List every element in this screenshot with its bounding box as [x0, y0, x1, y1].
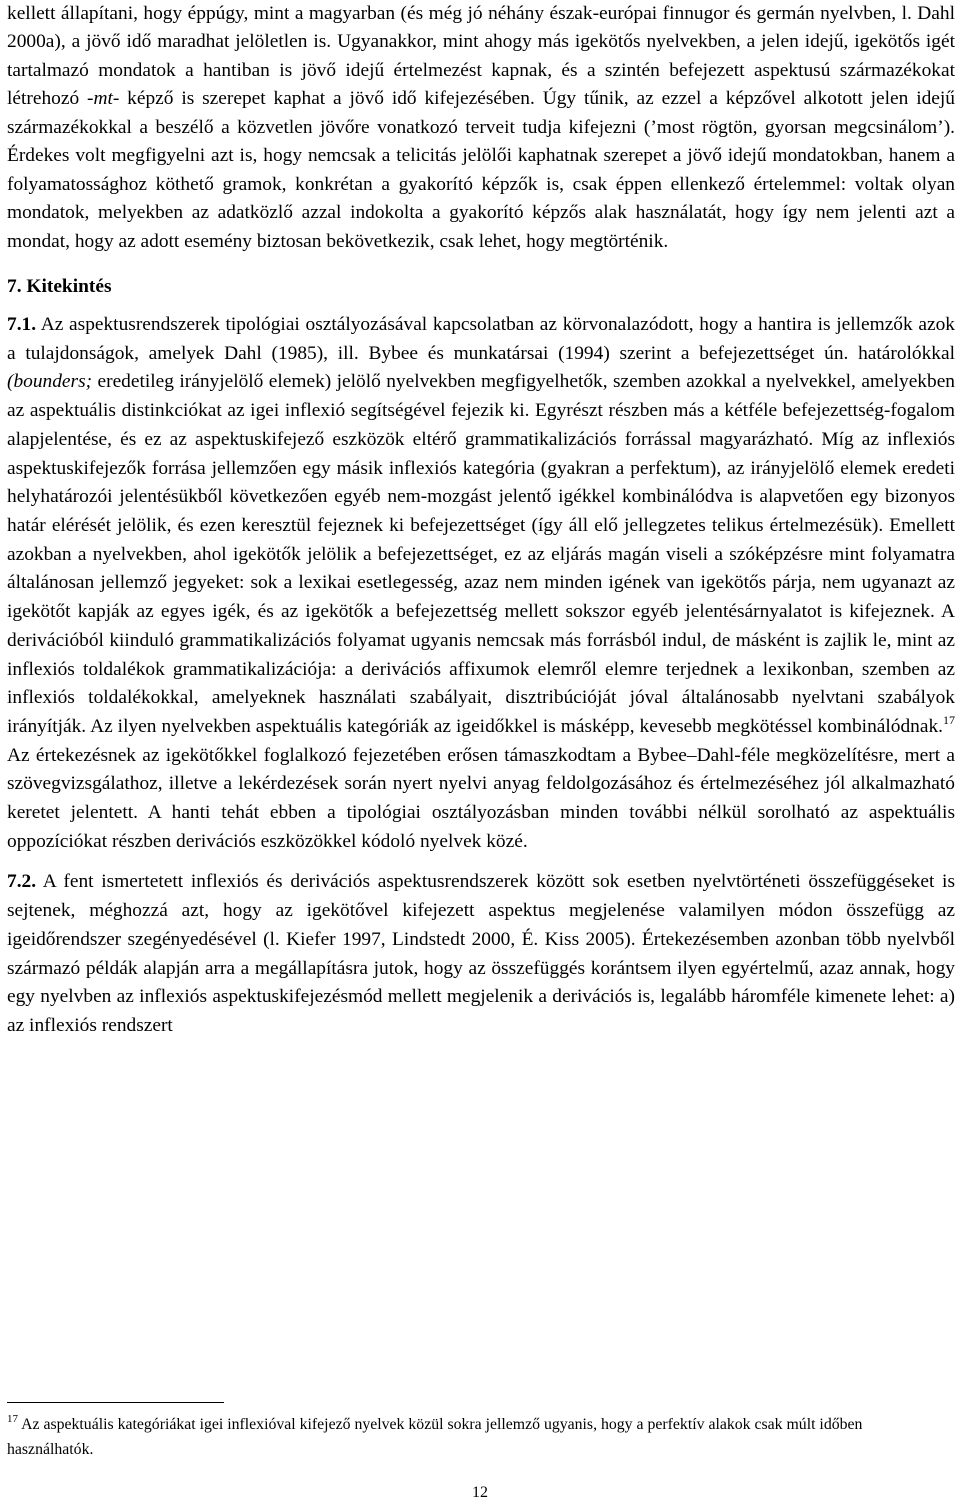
document-page	[7, 0, 955, 1041]
text-run: A fent ismertetett inflexiós és derivációs aspektusrendszerek között sok esetben nyelvtörténeti összefüggéseket is sejtenek, méghozzá azt, hogy az igekötővel kifejezett aspektus megjelenése valamilyen módon összefügg az igeidőrendszer szegényedésével (l. Kiefer 1997, Lindstedt 2000, É. Kiss 2005). Értekezésemben azonban több nyelvből származó példák alapján arra a megállapításra jutok, hogy az összefüggés korántsem ilyen egyértelmű, azaz annak, hogy egy nyelvben az inflexiós aspektuskifejezésmód mellett megjelenik a derivációs is, legalább háromféle kimenete lehet: a) az inflexiós rendszert	[7, 871, 955, 1036]
section-heading: 7. Kitekintés	[7, 276, 112, 298]
footnote-reference[interactable]: 17	[943, 712, 955, 727]
text-run: kellett állapítani, hogy éppúgy, mint a magyarban (és még jó néhány észak-európai finnugor és germán nyelvben, l. Dahl 2000a), a jövő idő maradhat jelöletlen is. Ugyanakkor, mint ahogy más igekötős nyelvekben, a jelen idejű, igekötős igét tartalmazó mondatok a hantiban is jövő idejű értelmezést kapnak, és a szintén befejezett aspektusú származékokat létrehozó	[7, 3, 955, 110]
paragraph-text	[7, 0, 955, 256]
paragraph-text	[7, 868, 955, 1040]
text-run: Az értekezésnek az igekötőkkel foglalkozó fejezetében erősen támaszkodtam a Bybee–Dahl-féle megközelítésre, mert a szövegvizsgálathoz, illetve a lekérdezések során nyert nyelvi anyag feldolgozásához és értelmezéséhez jól alkalmazható keretet jelentett. A hanti tehát ebben a tipológiai osztályozásban minden további nélkül sorolható az aspektuális oppozíciókat részben derivációs eszközökkel kódoló nyelvek közé.	[7, 744, 955, 852]
paragraph-7-1	[7, 311, 955, 856]
page-number: 12	[472, 1484, 488, 1501]
text-run: eredetileg irányjelölő elemek) jelölő nyelvekben megfigyelhetők, szemben azokkal a nyelvekkel, amelyekben az aspektuális distinkciókat az igei inflexió segítségével fejezik ki. Egyrészt részben más a kétféle befejezettség-fogalom alapjelentése, és ez az aspektuskifejező eszközök eltérő grammatikalizációs forrással magyarázható. Míg az inflexiós aspektuskifejezők forrása jellemzően egy másik inflexiós kategória (gyakran a perfektum), az irányjelölő elemek eredeti helyhatározói jelentésükből következően egyéb nem-mozgást jelentő igékkel kombinálódva is alapvetően egy bizonyos határ elérését jelölik, és ezen keresztül fejeznek ki befejezettséget (így áll elő jellegzetes telikus értelmezésük). Emellett azokban a nyelvekben, ahol igekötők jelölik a befejezettséget, ez az eljárás magán viseli a szóképzésre mint folyamatra általánosan jellemző jegyeket: sok a lexikai esetlegesség, azaz nem minden igének van igekötős párja, nem ugyanazt az igekötőt kapják az egyes igék, és az igekötők a befejezettség mellett sokszor egyéb jelentésárnyalatot is kifejeznek. A derivációból kiinduló grammatikalizációs folyamat ugyanis nemcsak más forrásból indul, de másként is zajlik le, mint az inflexiós toldalékok grammatikalizációja: a derivációs affixumok elemről elemre terjednek a lexikonban, szemben az inflexiós toldalékokkal, amelyeknek használati szabályait, disztribúcióját jóval általánosabb nyelvtani szabályok irányítják. Az ilyen nyelvekben aspektuális kategóriák az igeidőkkel is másképp, kevesebb megkötéssel kombinálódnak.	[7, 371, 955, 737]
footnote-text: Az aspektuális kategóriákat igei inflexióval kifejező nyelvek közül sokra jellemző ugyanis, hogy a perfektív alakok csak múlt időben használhatók.	[7, 1416, 863, 1458]
paragraph-text	[7, 311, 955, 856]
paragraph-number: 7.1.	[7, 314, 37, 336]
italic-term: (bounders;	[7, 371, 93, 393]
paragraph-1	[7, 0, 955, 256]
paragraph-7-2	[7, 868, 955, 1040]
text-run: képző is szerepet kaphat a jövő idő kifejezésében. Úgy tűnik, az ezzel a képzővel alkotott jelen idejű származékokkal a beszélő a közvetlen jövőre vonatkozó terveit tudja kifejezni (’most rögtön, gyorsan megcsinálom’). Érdekes volt megfigyelni azt is, hogy nemcsak a telicitás jelölői kaphatnak szerepet a jövő idejű mondatokban, hanem a folyamatossághoz köthető gramok, konkrétan a gyakorító képzők is, csak éppen ellenkező értelemmel: voltak olyan mondatok, melyekben az adatközlő azzal indokolta a gyakorító képzős alak használatát, hogy így nem jelenti azt a mondat, hogy az adott esemény biztosan bekövetkezik, csak lehet, hogy megtörténik.	[7, 88, 955, 252]
text-run: Az aspektusrendszerek tipológiai osztályozásával kapcsolatban az körvonalazódott, hogy a hantira is jellemzők azok a tulajdonságok, amelyek Dahl (1985), ill. Bybee és munkatársai (1994) szerint a befejezettséget ún. határolókkal	[7, 314, 955, 364]
footnote-separator	[7, 1402, 224, 1403]
footnote-number: 17	[7, 1413, 18, 1425]
footnote	[7, 1412, 947, 1462]
paragraph-number: 7.2.	[7, 871, 37, 893]
italic-term: -mt-	[87, 88, 120, 110]
